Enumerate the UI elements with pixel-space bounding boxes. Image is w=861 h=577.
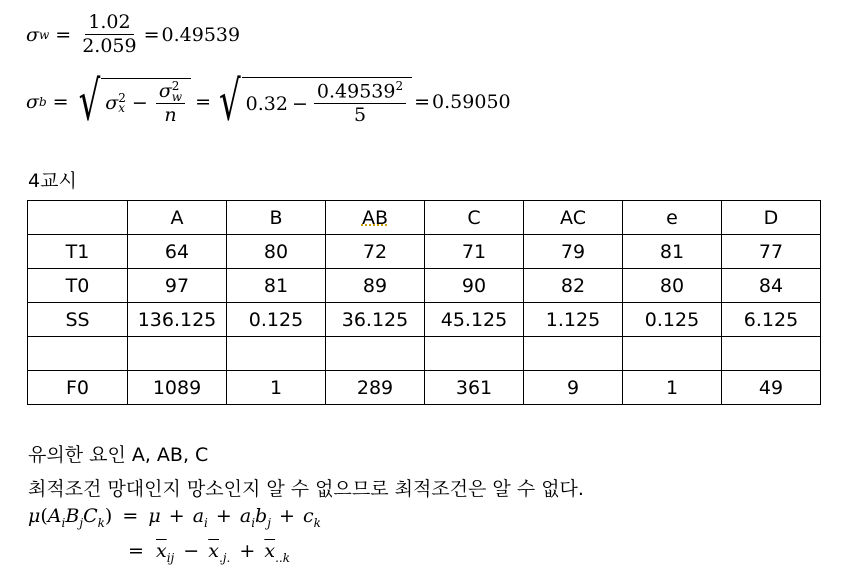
table-header-row [28, 201, 821, 235]
table-cell [425, 337, 524, 371]
formula-mu: $\mu(A_iB_jC_k) = \mu + a_i + a_ib_j + c_k$ [28, 505, 321, 530]
row-label: T1 [28, 235, 128, 269]
radical-icon: √ [219, 70, 241, 134]
script-stack [171, 78, 183, 104]
fraction [79, 12, 139, 58]
table-cell: 84 [722, 269, 821, 303]
factor-c: C [83, 505, 98, 527]
x-bar: $\overline{x}$ [155, 540, 167, 562]
plus-sign: + [168, 505, 185, 527]
denominator: n [164, 103, 177, 126]
table-cell: 81 [227, 269, 326, 303]
fraction [156, 78, 185, 127]
anova-table [27, 200, 821, 405]
table-cell: 1 [623, 371, 722, 405]
plus-sign: + [279, 505, 295, 527]
table-row [28, 337, 821, 371]
table-row [28, 371, 821, 405]
subscript: j [79, 515, 84, 530]
column-header: A [128, 201, 227, 235]
table-cell: 136.125 [128, 303, 227, 337]
result-value: 0.59050 [432, 91, 511, 113]
table-cell: 0.125 [623, 303, 722, 337]
table-cell: 80 [227, 235, 326, 269]
table-cell [128, 337, 227, 371]
table-row [28, 235, 821, 269]
value: 0.32 [245, 92, 288, 115]
script-stack [118, 90, 126, 116]
subscript: .j. [218, 550, 231, 565]
formula-sigma-w [26, 10, 240, 60]
subscript: i [61, 515, 66, 530]
column-header: C [425, 201, 524, 235]
table-cell [326, 337, 425, 371]
sigma-symbol: σ [26, 91, 39, 113]
column-header: e [623, 201, 722, 235]
row-label: SS [28, 303, 128, 337]
sigma-symbol: σ [105, 92, 119, 115]
table-cell: 1089 [128, 371, 227, 405]
table-cell [227, 337, 326, 371]
subscript: i [204, 515, 208, 530]
column-header: AC [524, 201, 623, 235]
plus-sign: + [215, 505, 232, 527]
subscript: j [267, 515, 271, 530]
table-cell: 0.125 [227, 303, 326, 337]
table-cell: 1.125 [524, 303, 623, 337]
equals-sign: = [414, 91, 431, 113]
sqrt-body [242, 77, 412, 127]
sigma-symbol: σ [158, 79, 172, 102]
subscript: ..k [275, 550, 290, 565]
table-cell: 1 [227, 371, 326, 405]
subscript: x [118, 101, 126, 116]
effect-a: a [192, 505, 205, 527]
subscript: k [97, 515, 105, 530]
column-header: AB [326, 201, 425, 235]
table-cell: 82 [524, 269, 623, 303]
table-cell: 49 [722, 371, 821, 405]
table-cell: 361 [425, 371, 524, 405]
equals-sign: = [55, 24, 72, 46]
radical-icon: √ [78, 69, 101, 134]
conclusion-text: 최적조건 망대인지 망소인지 알 수 없으므로 최적조건은 알 수 없다. [28, 478, 584, 500]
table-cell: 289 [326, 371, 425, 405]
equals-sign: = [52, 91, 69, 113]
denominator: 5 [353, 104, 367, 127]
mu-symbol: μ [28, 505, 41, 527]
row-label: F0 [28, 371, 128, 405]
table-row [28, 303, 821, 337]
subscript: w [171, 89, 183, 104]
row-label [28, 337, 128, 371]
section-heading: 4교시 [28, 170, 77, 192]
x-bar: $\overline{x}$ [208, 540, 219, 562]
table-cell: 97 [128, 269, 227, 303]
x-bar: $\overline{x}$ [264, 540, 276, 562]
value: 0.49539 [316, 80, 396, 103]
row-label: T0 [28, 269, 128, 303]
formula-sigma-b [26, 70, 511, 134]
table-cell: 89 [326, 269, 425, 303]
column-header [28, 201, 128, 235]
table-cell: 6.125 [722, 303, 821, 337]
table-cell: 71 [425, 235, 524, 269]
equals-sign: = [122, 505, 139, 527]
table-cell: 81 [623, 235, 722, 269]
subscript: i [251, 515, 256, 530]
mu-symbol: μ [148, 505, 161, 527]
subscript: k [313, 515, 321, 530]
table-cell: 72 [326, 235, 425, 269]
fraction [314, 80, 406, 127]
numerator [156, 78, 185, 104]
sigma-symbol: σ [26, 24, 39, 46]
minus-sign: − [131, 92, 148, 115]
equals-sign: = [143, 24, 160, 46]
subscript: ij [166, 550, 175, 565]
sqrt-expression [219, 70, 412, 134]
sigma-subscript: w [38, 28, 50, 42]
table-body [28, 201, 821, 405]
factor-a: A [47, 505, 62, 527]
factor-b: B [65, 505, 80, 527]
numerator [314, 80, 406, 104]
denominator: 2.059 [82, 35, 137, 58]
column-header: B [227, 201, 326, 235]
table-cell: 45.125 [425, 303, 524, 337]
effect-ab-b: b [255, 505, 268, 527]
formula-xbar [128, 540, 290, 565]
superscript: 2 [118, 90, 126, 105]
equals-sign: = [128, 540, 144, 562]
result-value: 0.49539 [161, 24, 241, 46]
equals-sign: = [195, 91, 211, 113]
table-cell [722, 337, 821, 371]
column-header: D [722, 201, 821, 235]
plus-sign: + [239, 540, 256, 562]
superscript: 2 [395, 79, 404, 94]
table-cell: 80 [623, 269, 722, 303]
table-cell: 79 [524, 235, 623, 269]
table-cell: 9 [524, 371, 623, 405]
table-cell: 64 [128, 235, 227, 269]
effect-ab-a: a [239, 505, 252, 527]
numerator: 1.02 [85, 12, 133, 35]
sqrt-body [101, 78, 191, 127]
sigma-subscript: b [38, 95, 47, 109]
table-cell [623, 337, 722, 371]
sqrt-expression [78, 69, 191, 134]
table-cell: 77 [722, 235, 821, 269]
effect-c: c [302, 505, 314, 527]
table-cell: 90 [425, 269, 524, 303]
minus-sign: − [183, 540, 200, 562]
table-cell: 36.125 [326, 303, 425, 337]
significant-factors-text: 유의한 요인 A, AB, C [28, 444, 209, 466]
minus-sign: − [291, 92, 308, 115]
superscript: 2 [171, 78, 180, 93]
table-row [28, 269, 821, 303]
table-cell [524, 337, 623, 371]
